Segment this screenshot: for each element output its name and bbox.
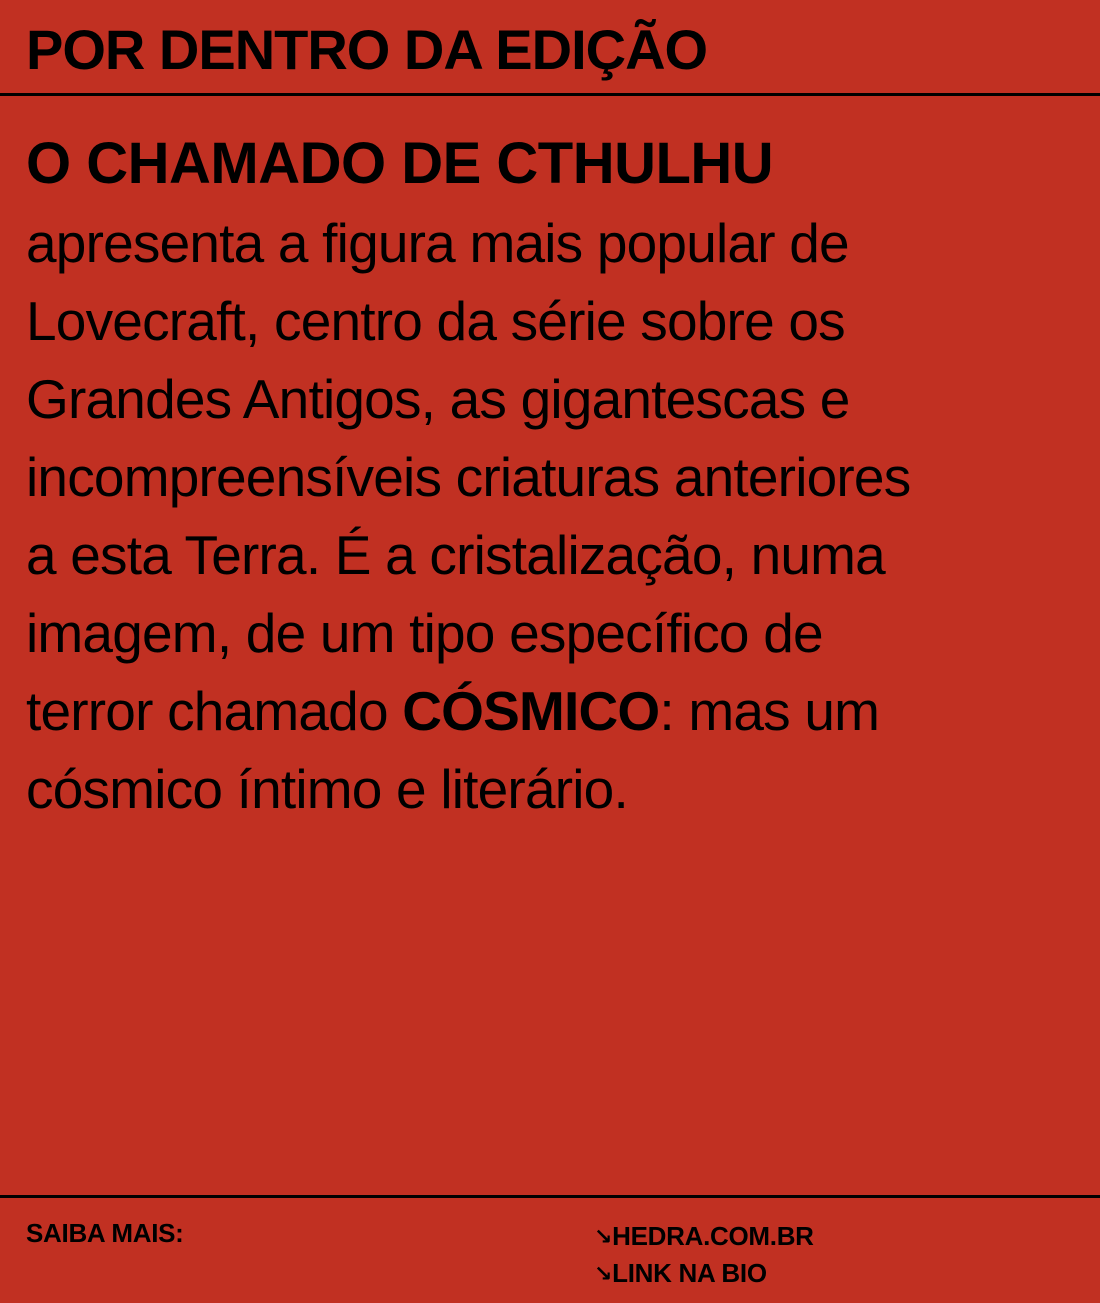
website-link[interactable] — [594, 1218, 814, 1255]
footer-bar — [0, 1195, 1100, 1303]
saiba-mais-label: SAIBA MAIS: — [26, 1218, 184, 1248]
body-text-fragment: terror chamado — [26, 680, 403, 742]
bio-link-label: LINK NA BIO — [612, 1258, 767, 1288]
body-text-fragment: : mas um — [659, 680, 880, 742]
footer-links — [594, 1218, 814, 1292]
body-line: incompreensíveis criaturas anteriores — [26, 446, 911, 508]
body-line-with-emphasis — [26, 672, 1076, 750]
body-line: Grandes Antigos, as gigantescas e — [26, 368, 850, 430]
body-line: a esta Terra. É a cristalização, numa — [26, 524, 885, 586]
emphasis-word: CÓSMICO — [402, 680, 660, 742]
arrow-down-right-icon: ↘ — [594, 1224, 613, 1249]
arrow-down-right-icon: ↘ — [594, 1261, 613, 1286]
body-line: Lovecraft, centro da série sobre os — [26, 290, 845, 352]
body-line: apresenta a figura mais popular de — [26, 212, 849, 274]
body-line: cósmico íntimo e literário. — [26, 758, 628, 820]
section-title: POR DENTRO DA EDIÇÃO — [26, 18, 708, 81]
bio-link[interactable] — [594, 1255, 814, 1292]
header-bar — [0, 0, 1100, 96]
website-link-label: HEDRA.COM.BR — [612, 1221, 814, 1251]
body-line: imagem, de um tipo específico de — [26, 602, 823, 664]
article-body — [26, 124, 1076, 828]
article-headline: O CHAMADO DE CTHULHU — [26, 131, 774, 196]
